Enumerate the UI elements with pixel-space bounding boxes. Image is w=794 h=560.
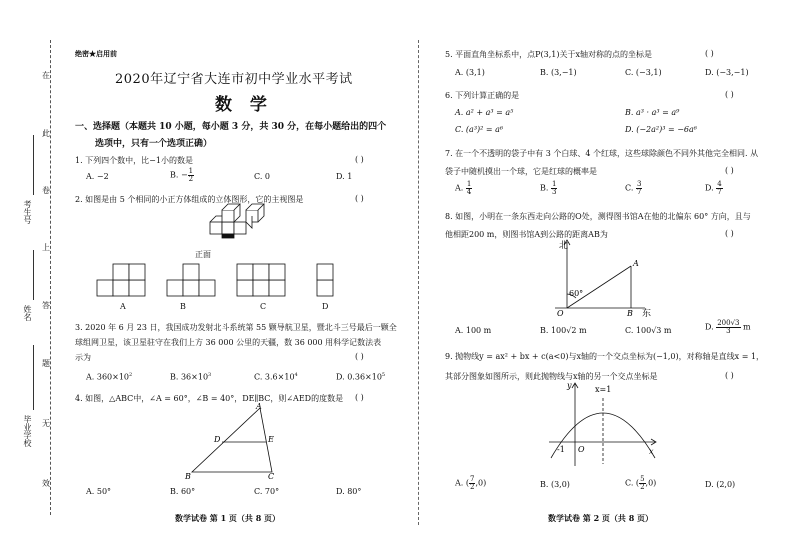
q6-option-b[interactable]: B. a³ · a³ = a⁹ — [625, 108, 680, 117]
seal-char: 此 — [42, 129, 50, 138]
q8-label-b: B — [627, 309, 633, 318]
q7-stem-cont: 袋子中随机摸出一个球，它是红球的概率是 — [445, 167, 597, 176]
q2-front-label: 正面 — [195, 250, 211, 259]
q1-option-c[interactable]: C. 0 — [254, 172, 271, 181]
subject-title: 数 学 — [215, 95, 273, 115]
q4-label-b: B — [185, 472, 191, 481]
q9-option-d[interactable]: D. (2,0) — [705, 480, 736, 489]
q8-label-o: O — [557, 309, 564, 318]
q2-stem: 2. 如图是由 5 个相同的小正方体组成的立体图形，它的主视图是 — [75, 195, 304, 204]
field-label-name: 姓名 — [23, 305, 32, 321]
seal-char: 答 — [42, 301, 50, 310]
q9-neg-one-label: -1 — [557, 445, 565, 454]
q7-stem: 7. 在一个不透明的袋子中有 3 个白球、4 个红球，这些球除颜色不同外其他完全相同. 从 — [445, 149, 759, 158]
q8-option-d[interactable]: D. $\frac{200√3}{3}$ m — [705, 319, 751, 335]
q1-option-b[interactable]: B. − $\frac{1}{2}$ — [170, 167, 194, 183]
q4-option-b[interactable]: B. 60° — [170, 487, 196, 496]
q1-option-d[interactable]: D. 1 — [336, 172, 353, 181]
q6-stem: 6. 下列计算正确的是 — [445, 91, 520, 100]
q3-stem: 3. 2020 年 6 月 23 日，我国成功发射北斗系统第 55 颗导航卫星，暨北斗三号最后一颗全 — [75, 323, 397, 332]
q4-stem: 4. 如图，△ABC中，∠A = 60°，∠B = 40°，DE∥BC，则∠AED的度数是 — [75, 394, 344, 403]
seal-char: 无 — [42, 419, 50, 428]
page-divider — [418, 40, 419, 525]
q8-label-a: A — [633, 259, 639, 268]
q4-label-a: A — [256, 402, 262, 411]
q3-option-a[interactable]: A. $360\times 10^2$ — [86, 372, 133, 382]
q2-option-c[interactable]: C — [260, 302, 267, 311]
q4-label-c: C — [268, 472, 275, 481]
q7-option-a[interactable]: A. $\frac{1}{4}$ — [455, 180, 472, 196]
seal-char: 题 — [42, 359, 50, 368]
section-heading-cont: 选项中，只有一个选项正确） — [95, 139, 213, 149]
q6-option-d[interactable]: D. (−2a²)³ = −6a⁶ — [625, 125, 697, 134]
q8-paren: ( ) — [725, 229, 734, 238]
q9-axis-y: y — [567, 381, 572, 390]
q5-option-c[interactable]: C. (−3,1) — [625, 68, 662, 77]
name-line — [33, 250, 34, 300]
q5-option-a[interactable]: A. (3,1) — [455, 68, 485, 77]
seal-char: 在 — [42, 71, 50, 80]
q6-option-a[interactable]: A. a² + a³ = a⁵ — [455, 108, 514, 117]
q6-paren: ( ) — [725, 90, 734, 99]
exam-number-line — [33, 135, 34, 195]
q4-label-d: D — [214, 435, 221, 444]
binding-line — [50, 40, 51, 515]
seal-char: 卷 — [42, 186, 50, 195]
q2-paren: ( ) — [355, 194, 364, 203]
q8-option-b[interactable]: B. 100√2 m — [540, 326, 587, 335]
q7-paren: ( ) — [725, 166, 734, 175]
q9-symmetry-label: x=1 — [595, 385, 612, 394]
q9-parabola-figure — [545, 378, 670, 470]
q8-east-label: 东 — [642, 309, 652, 318]
q9-stem-cont: 其部分图象如图所示，则此抛物线与x轴的另一个交点坐标是 — [445, 372, 658, 381]
q8-direction-figure — [545, 236, 665, 318]
q4-paren: ( ) — [355, 393, 364, 402]
q4-option-d[interactable]: D. 80° — [336, 487, 362, 496]
q3-option-b[interactable]: B. $36\times 10^3$ — [170, 372, 212, 382]
q3-stem-cont: 球组网卫星，该卫星驻守在我们上方 36 000 公里的天疆，数 36 000 用科学记数法表 — [75, 338, 382, 347]
q9-stem: 9. 抛物线y = ax² + bx + c(a<0)与x轴的一个交点坐标为(−1,0)，对称轴是直线x = 1， — [445, 352, 765, 361]
field-label-exam-number: 考生号 — [23, 200, 32, 224]
school-line — [33, 345, 34, 410]
q7-option-c[interactable]: C. $\frac{3}{7}$ — [625, 180, 642, 196]
field-label-school: 毕业学校 — [23, 415, 32, 447]
q9-option-b[interactable]: B. (3,0) — [540, 480, 570, 489]
seal-char: 效 — [42, 479, 50, 488]
q3-paren: ( ) — [355, 352, 364, 361]
q9-axis-x: x — [649, 447, 654, 456]
q2-option-b[interactable]: B — [180, 302, 186, 311]
q1-paren: ( ) — [355, 155, 364, 164]
q3-stem-end: 示为 — [75, 353, 91, 362]
section-heading: 一、选择题（本题共 10 小题，每小题 3 分，共 30 分，在每小题给出的四个 — [75, 122, 387, 132]
q9-option-a[interactable]: A. ( $\frac{7}{2}$ ,0) — [455, 475, 487, 491]
q8-north-label: 北 — [559, 241, 569, 251]
q8-option-a[interactable]: A. 100 m — [455, 326, 492, 335]
q3-option-d[interactable]: D. $0.36\times 10^5$ — [336, 372, 386, 382]
q9-option-c[interactable]: C. ( $\frac{5}{2}$ ,0) — [625, 475, 657, 491]
q7-option-b[interactable]: B. $\frac{1}{3}$ — [540, 180, 557, 196]
q8-angle-label: 60° — [569, 289, 584, 298]
q1-stem: 1. 下列四个数中，比−1小的数是 — [75, 156, 193, 165]
q9-paren: ( ) — [725, 371, 734, 380]
q5-option-b[interactable]: B. (3,−1) — [540, 68, 577, 77]
q8-option-c[interactable]: C. 100√3 m — [625, 326, 672, 335]
q3-option-c[interactable]: C. $3.6\times 10^4$ — [254, 372, 298, 382]
q6-option-c[interactable]: C. (a³)² = a⁶ — [455, 125, 504, 134]
q4-option-c[interactable]: C. 70° — [254, 487, 280, 496]
q5-paren: ( ) — [705, 49, 714, 58]
q2-option-d[interactable]: D — [322, 302, 329, 311]
q5-option-d[interactable]: D. (−3,−1) — [705, 68, 749, 77]
q4-label-e: E — [268, 435, 274, 444]
q8-stem-cont: 他相距200 m，则图书馆A到公路的距离AB为 — [445, 230, 608, 239]
q7-option-d[interactable]: D. $\frac{4}{7}$ — [705, 180, 722, 196]
secret-label: 绝密★启用前 — [75, 49, 117, 58]
exam-title: 2020年辽宁省大连市初中学业水平考试 — [115, 72, 353, 87]
footer-left: 数学试卷 第 1 页（共 8 页） — [175, 513, 281, 523]
q2-option-figures — [95, 262, 365, 298]
q8-stem: 8. 如图，小明在一条东西走向公路的O处，测得图书馆A在他的北偏东 60° 方向，且与 — [445, 212, 751, 221]
q1-option-a[interactable]: A. −2 — [86, 172, 109, 181]
q5-stem: 5. 平面直角坐标系中，点P(3,1)关于x轴对称的点的坐标是 — [445, 50, 653, 59]
footer-right: 数学试卷 第 2 页（共 8 页） — [548, 513, 654, 523]
q4-triangle-figure — [180, 400, 290, 482]
seal-char: 上 — [42, 243, 50, 252]
q2-option-a[interactable]: A — [120, 302, 126, 311]
q4-option-a[interactable]: A. 50° — [86, 487, 112, 496]
q9-origin-label: O — [578, 445, 585, 454]
